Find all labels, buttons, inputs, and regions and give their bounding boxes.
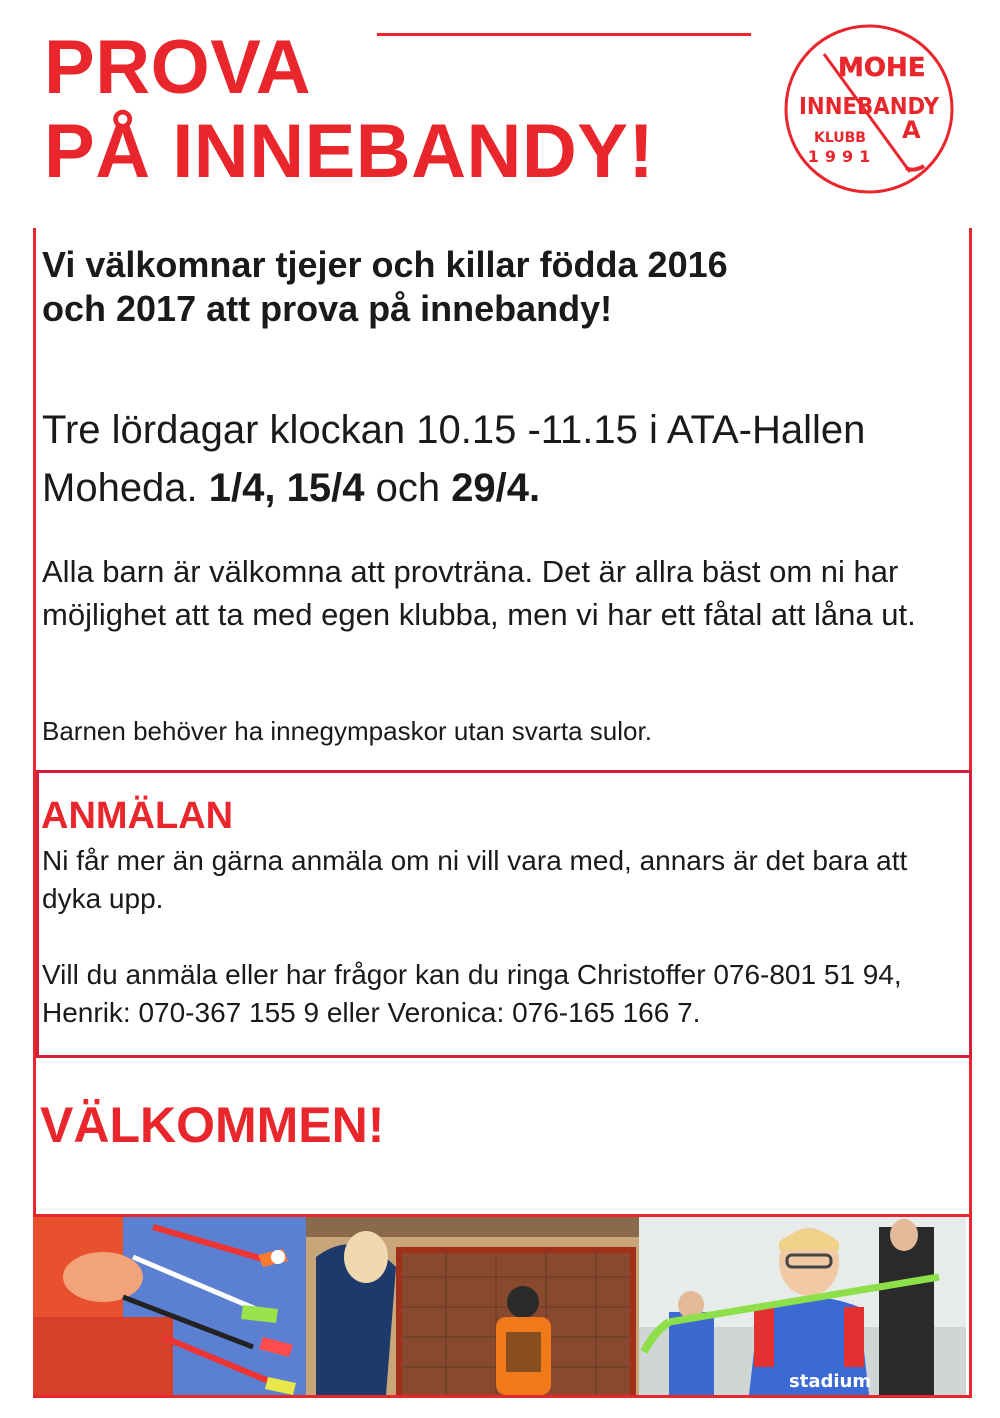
logo-name-top: MOHE — [838, 53, 926, 83]
page-title — [44, 26, 654, 194]
shoes-note: Barnen behöver ha innegympaskor utan svarta sulor. — [42, 716, 652, 746]
club-logo — [782, 22, 956, 196]
title-line-1: PROVA — [44, 25, 312, 110]
photo-goalkeeper — [306, 1217, 639, 1395]
schedule-date-3: 29/4. — [451, 466, 541, 510]
schedule-location: Moheda. — [42, 466, 209, 510]
registration-paragraph-1: Ni får mer än gärna anmäla om ni vill vara med, annars är det bara att dyka upp. — [42, 845, 908, 914]
intro-text — [42, 243, 942, 331]
logo-club: KLUBB — [814, 130, 866, 146]
registration-contacts: Vill du anmäla eller har frågor kan du ringa Christoffer 076-801 51 94, Henrik: 070-367 155 9 eller Veronica: 076-165 166 7. — [42, 959, 902, 1028]
logo-word: INNEBANDY — [799, 94, 940, 120]
header-divider — [377, 33, 751, 36]
welcome-heading: VÄLKOMMEN! — [40, 1097, 385, 1153]
logo-year: 1991 — [807, 147, 877, 166]
schedule-line-1: Tre lördagar klockan 10.15 -11.15 i ATA-Hallen — [42, 408, 866, 452]
intro-line-1: Vi välkomnar tjejer och killar födda 2016 — [42, 244, 728, 285]
photo-sticks — [33, 1217, 306, 1395]
schedule-connector: och — [364, 466, 452, 510]
intro-line-2: och 2017 att prova på innebandy! — [42, 288, 613, 329]
schedule-dates-1: 1/4, 15/4 — [208, 466, 365, 510]
logo-name-side: A — [902, 116, 921, 144]
photo-boy — [639, 1217, 966, 1395]
photo-strip — [33, 1214, 972, 1398]
schedule-text — [42, 401, 962, 517]
registration-heading: ANMÄLAN — [41, 795, 234, 837]
title-line-2: PÅ INNEBANDY! — [44, 109, 655, 194]
info-paragraph: Alla barn är välkomna att provträna. Det är allra bäst om ni har möjlighet att ta med egen klubba, men vi har ett fåtal att låna ut. — [42, 554, 916, 632]
bib-brand: stadium — [789, 1371, 872, 1392]
